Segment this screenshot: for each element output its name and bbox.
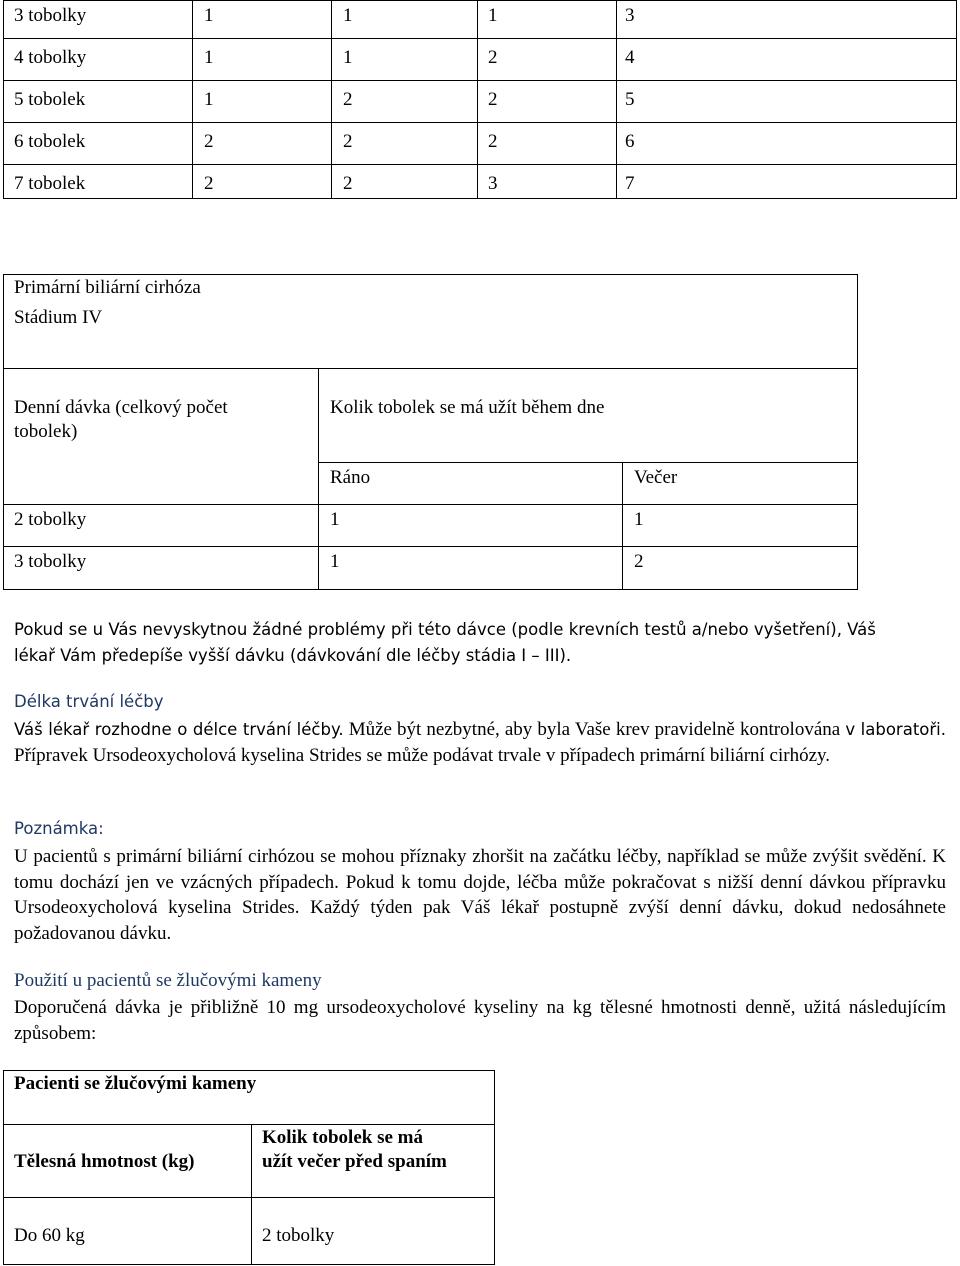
table-cell: 1 [343, 47, 353, 68]
dosage-increase-paragraph [14, 617, 946, 668]
table-rule [3, 504, 858, 505]
table-cell: 2 tobolky [262, 1225, 335, 1246]
column-header: Kolik tobolek se má [262, 1127, 423, 1148]
note-paragraph: U pacientů s primární biliární cirhózou se mohou příznaky zhoršit na začátku léčby, například se může zvýšit svědění. K tomu dochází jen ve vzácných případech. Pokud k tomu dojde, léčba může pokračovat s nižší denní dávkou přípravku Ursodeoxycholová kyselina Strides. Každý týden pak Váš lékař postupně zvýší denní dávku, dokud nedosáhnete požadovanou dávku. [14, 846, 946, 944]
paragraph-text: Váš lékař rozhodne o délce trvání léčby. [14, 720, 344, 739]
table-cell: 1 [343, 5, 353, 26]
table-rule [3, 122, 957, 123]
table-cell: 2 [343, 173, 353, 194]
column-header: užít večer před spaním [262, 1151, 447, 1172]
table-rule [622, 462, 623, 590]
table-rule [3, 1264, 495, 1265]
table-cell: 3 [488, 173, 498, 194]
paragraph-line: lékař Vám předepíše vyšší dávku (dávkování dle léčby stádia I – III). [14, 645, 572, 665]
table-rule [3, 0, 957, 1]
table-cell: 1 [204, 5, 214, 26]
table-cell: 5 tobolek [14, 89, 86, 110]
table-rule [477, 0, 478, 199]
table-rule [3, 1070, 4, 1265]
table-rule [3, 164, 957, 165]
table-title: Stádium IV [14, 307, 103, 328]
column-header: Tělesná hmotnost (kg) [14, 1151, 195, 1172]
table-cell: 1 [204, 89, 214, 110]
table-rule [318, 462, 858, 463]
table-title: Primární biliární cirhóza [14, 277, 201, 298]
table-cell: 6 [625, 131, 635, 152]
table-cell: 5 [625, 89, 635, 110]
table-cell: 2 [488, 89, 498, 110]
paragraph-line: Pokud se u Vás nevyskytnou žádné problémy při této dávce (podle krevních testů a/nebo vyšetření), Váš [14, 620, 876, 639]
gallstones-paragraph: Doporučená dávka je přibližně 10 mg ursodeoxycholové kyseliny na kg tělesné hmotnosti denně, užitá následujícím způsobem: [14, 997, 946, 1044]
table-cell: 1 [330, 551, 340, 572]
table-rule [251, 1124, 252, 1265]
table-cell: 2 [343, 89, 353, 110]
table-rule [857, 274, 858, 590]
table-cell: 4 [625, 47, 635, 68]
table-cell: 7 [625, 173, 635, 194]
table-cell: 2 [343, 131, 353, 152]
table-rule [3, 1124, 495, 1125]
paragraph-text: Může být nezbytné, aby byla Vaše krev pravidelně kontrolována [343, 719, 841, 740]
table-rule [616, 0, 617, 199]
table-cell: 2 [204, 131, 214, 152]
table-cell: 2 [634, 551, 644, 572]
table-cell: 3 tobolky [14, 551, 87, 572]
table-rule [3, 198, 957, 199]
section-heading-duration: Délka trvání léčby [14, 692, 164, 711]
table-cell: 1 [488, 5, 498, 26]
section-heading-gallstones: Použití u pacientů se žlučovými kameny [14, 970, 322, 991]
table-rule [192, 0, 193, 199]
table-rule [3, 80, 957, 81]
table-title: Pacienti se žlučovými kameny [14, 1073, 257, 1094]
column-header: Kolik tobolek se má užít během dne [330, 397, 605, 418]
table-rule [3, 589, 858, 590]
table-cell: 2 [204, 173, 214, 194]
table-cell: 2 [488, 47, 498, 68]
table-rule [3, 274, 4, 590]
column-header: tobolek) [14, 421, 78, 442]
duration-paragraph [14, 717, 946, 768]
column-header: Večer [634, 467, 678, 488]
table-cell: 6 tobolek [14, 131, 86, 152]
table-cell: 2 [488, 131, 498, 152]
table-cell: 3 tobolky [14, 5, 87, 26]
table-rule [331, 0, 332, 199]
section-heading-note: Poznámka: [14, 819, 104, 838]
paragraph-text: Přípravek Ursodeoxycholová kyselina Strides se může podávat trvale v případech primární biliární cirhózy. [14, 744, 831, 766]
table-rule [956, 0, 957, 199]
table-cell: 3 [625, 5, 635, 26]
table-cell: 7 tobolek [14, 173, 86, 194]
table-rule [3, 368, 858, 369]
table-cell: 2 tobolky [14, 509, 87, 530]
table-cell: 1 [204, 47, 214, 68]
table-rule [3, 0, 4, 199]
table-rule [3, 38, 957, 39]
table-cell: Do 60 kg [14, 1225, 85, 1246]
paragraph-text: v laboratoři. [845, 720, 947, 739]
table-cell: 1 [634, 509, 644, 530]
table-cell: 1 [330, 509, 340, 530]
table-rule [3, 546, 858, 547]
column-header: Ráno [330, 467, 371, 488]
table-rule [3, 1197, 495, 1198]
table-cell: 4 tobolky [14, 47, 87, 68]
column-header: Denní dávka (celkový počet [14, 397, 228, 418]
table-rule [3, 1070, 495, 1071]
table-rule [3, 274, 858, 275]
table-rule [318, 368, 319, 590]
table-rule [494, 1070, 495, 1265]
